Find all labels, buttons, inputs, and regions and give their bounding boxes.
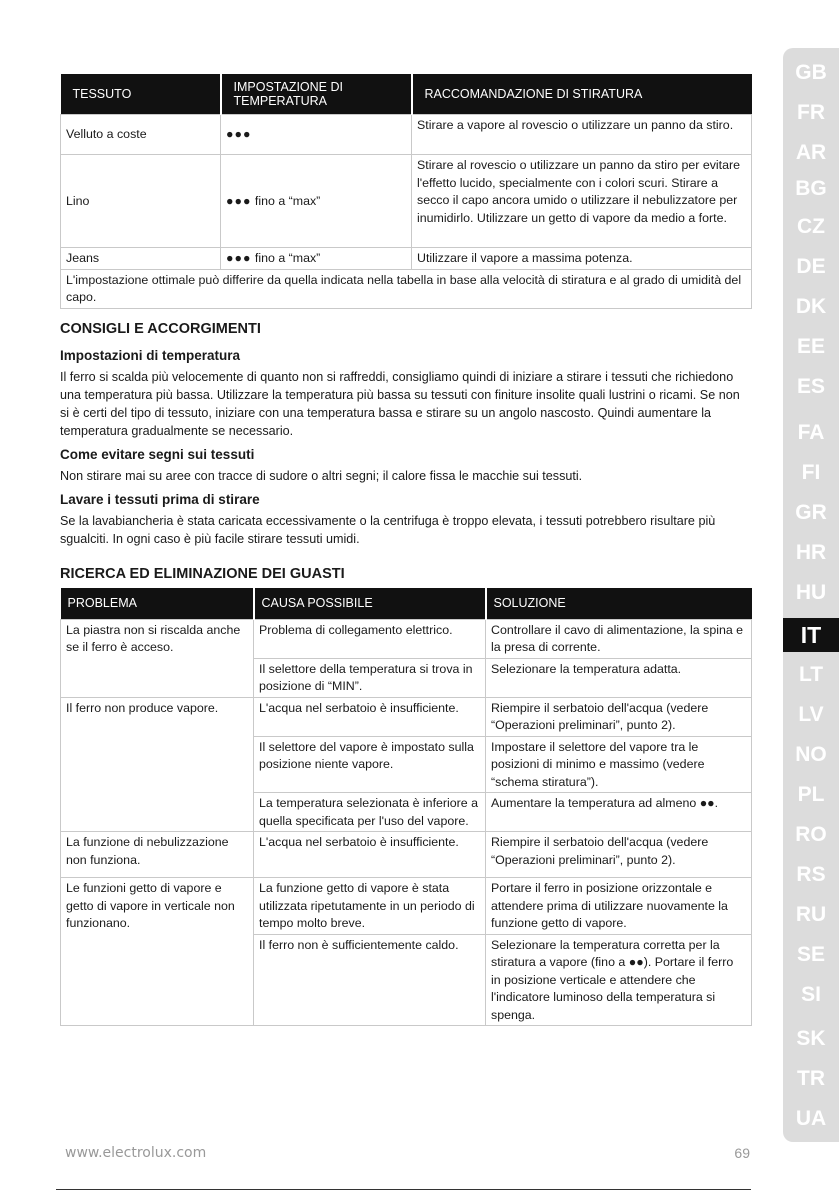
language-tab-ro[interactable]: RO <box>795 823 827 846</box>
fabric-table <box>60 74 752 309</box>
cause-cell: L'acqua nel serbatoio è insufficiente. <box>254 697 486 736</box>
solution-cell: Selezionare la temperatura corretta per la stiratura a vapore (fino a ●●). Portare il ferro in posizione verticale e attendere che l'indicatore luminoso della temperatura si spenga. <box>486 934 752 1026</box>
solution-cell: Aumentare la temperatura ad almeno ●●. <box>486 793 752 832</box>
tips-heading-washing: Lavare i tessuti prima di stirare <box>60 491 260 507</box>
language-tab-hr[interactable]: HR <box>795 541 827 564</box>
troubleshooting-title: RICERCA ED ELIMINAZIONE DEI GUASTI <box>60 565 345 582</box>
language-tab-si[interactable]: SI <box>801 983 821 1006</box>
table-row <box>61 697 752 736</box>
ironing-advice: Utilizzare il vapore a massima potenza. <box>412 248 752 270</box>
table-row <box>61 248 752 270</box>
temperature-dots: ●●● <box>226 127 252 142</box>
language-tab-gr[interactable]: GR <box>795 501 827 524</box>
cause-cell: L'acqua nel serbatoio è insufficiente. <box>254 832 486 878</box>
solution-cell: Riempire il serbatoio dell'acqua (vedere “Operazioni preliminari”, punto 2). <box>486 697 752 736</box>
header-problem: PROBLEMA <box>61 588 254 620</box>
fabric-name: Velluto a coste <box>61 115 221 155</box>
header-advice: RACCOMANDAZIONE DI STIRATURA <box>412 74 752 115</box>
problem-cell: La piastra non si riscalda anche se il ferro è acceso. <box>61 619 254 697</box>
header-fabric: TESSUTO <box>61 74 221 115</box>
cause-cell: La funzione getto di vapore è stata utilizzata ripetutamente in un periodo di tempo molto breve. <box>254 878 486 935</box>
table-row <box>61 155 752 248</box>
language-tab-ru[interactable]: RU <box>795 903 827 926</box>
language-tab-fa[interactable]: FA <box>797 421 825 444</box>
fabric-table-header <box>61 74 752 115</box>
language-tab-dk[interactable]: DK <box>795 295 827 318</box>
temperature-setting <box>221 248 412 270</box>
page-content <box>60 74 751 1026</box>
ironing-advice: Stirare al rovescio o utilizzare un panno da stiro per evitare l'effetto lucido, specialmente con i colori scuri. Stirare a secco il capo ancora umido o utilizzare il nebulizzatore per inumidirlo. Utilizzare un getto di vapore da medio a forte. <box>412 155 752 248</box>
tips-title: CONSIGLI E ACCORGIMENTI <box>60 320 261 337</box>
temperature-dots: ●●● <box>226 193 252 208</box>
tips-heading-marks: Come evitare segni sui tessuti <box>60 446 255 462</box>
tips-text-washing: Se la lavabiancheria è stata caricata eccessivamente o la centrifuga è troppo elevata, i tessuti potrebbero risultare più sgualciti. In ogni caso è più facile stirare tessuti umidi. <box>60 513 716 546</box>
footer-divider <box>56 1189 751 1190</box>
language-tab-no[interactable]: NO <box>795 743 827 766</box>
header-solution: SOLUZIONE <box>486 588 752 620</box>
language-sidebar <box>783 48 839 1142</box>
problem-cell: Il ferro non produce vapore. <box>61 697 254 832</box>
troubleshooting-table-header <box>61 588 752 620</box>
temperature-suffix: fino a “max” <box>251 251 321 265</box>
cause-cell: Problema di collegamento elettrico. <box>254 619 486 658</box>
temperature-suffix: fino a “max” <box>251 193 321 208</box>
table-note-row <box>61 269 752 308</box>
tips-text-marks: Non stirare mai su aree con tracce di sudore o altri segni; il calore fissa le macchie sui tessuti. <box>60 468 583 483</box>
language-tab-pl[interactable]: PL <box>797 783 825 806</box>
language-tab-fr[interactable]: FR <box>797 101 825 124</box>
language-tab-es[interactable]: ES <box>796 375 825 398</box>
temperature-dots: ●●● <box>226 251 252 265</box>
cause-cell: Il selettore del vapore è impostato sulla posizione niente vapore. <box>254 736 486 793</box>
ironing-advice: Stirare a vapore al rovescio o utilizzare un panno da stiro. <box>412 115 752 155</box>
tips-heading-temperature: Impostazioni di temperatura <box>60 347 241 363</box>
language-tab-lt[interactable]: LT <box>798 663 824 686</box>
table-row <box>61 619 752 658</box>
troubleshooting-table <box>60 588 752 1027</box>
page-number: 69 <box>734 1145 750 1161</box>
language-tab-rs[interactable]: RS <box>796 863 826 886</box>
language-tab-gb[interactable]: GB <box>795 61 827 84</box>
solution-cell: Riempire il serbatoio dell'acqua (vedere “Operazioni preliminari”, punto 2). <box>486 832 752 878</box>
fabric-name: Lino <box>61 155 221 248</box>
footer-url[interactable]: www.electrolux.com <box>65 1145 207 1161</box>
fabric-name: Jeans <box>61 248 221 270</box>
problem-cell: La funzione di nebulizzazione non funziona. <box>61 832 254 878</box>
language-tab-ee[interactable]: EE <box>796 335 825 358</box>
temperature-setting <box>221 155 412 248</box>
language-tab-it[interactable]: IT <box>783 618 839 652</box>
solution-cell: Selezionare la temperatura adatta. <box>486 658 752 697</box>
cause-cell: Il ferro non è sufficientemente caldo. <box>254 934 486 1026</box>
solution-cell: Impostare il selettore del vapore tra le posizioni di minimo e massimo (vedere “schema stiratura”). <box>486 736 752 793</box>
language-tab-bg[interactable]: BG <box>795 177 827 200</box>
language-tab-sk[interactable]: SK <box>796 1027 826 1050</box>
temperature-setting <box>221 115 412 155</box>
language-tab-lv[interactable]: LV <box>798 703 824 726</box>
problem-cell: Le funzioni getto di vapore e getto di vapore in verticale non funzionano. <box>61 878 254 1026</box>
language-tab-se[interactable]: SE <box>796 943 825 966</box>
cause-cell: Il selettore della temperatura si trova in posizione di “MIN”. <box>254 658 486 697</box>
cause-cell: La temperatura selezionata è inferiore a quella specificata per l'uso del vapore. <box>254 793 486 832</box>
table-row <box>61 832 752 878</box>
language-tab-cz[interactable]: CZ <box>797 215 825 238</box>
solution-cell: Controllare il cavo di alimentazione, la spina e la presa di corrente. <box>486 619 752 658</box>
language-tab-de[interactable]: DE <box>796 255 826 278</box>
table-row <box>61 878 752 935</box>
language-tab-fi[interactable]: FI <box>801 461 821 484</box>
header-temperature: IMPOSTAZIONE DI TEMPERATURA <box>221 74 412 115</box>
table-row <box>61 115 752 155</box>
solution-cell: Portare il ferro in posizione orizzontale e attendere prima di utilizzare nuovamente la funzione getto di vapore. <box>486 878 752 935</box>
language-tab-hu[interactable]: HU <box>795 581 827 604</box>
language-tab-ua[interactable]: UA <box>795 1107 827 1130</box>
table-note: L'impostazione ottimale può differire da quella indicata nella tabella in base alla velocità di stiratura e al grado di umidità del capo. <box>61 269 752 308</box>
language-tab-ar[interactable]: AR <box>795 141 827 164</box>
header-cause: CAUSA POSSIBILE <box>254 588 486 620</box>
language-tab-tr[interactable]: TR <box>797 1067 825 1090</box>
tips-text-temperature: Il ferro si scalda più velocemente di quanto non si raffreddi, consigliamo quindi di iniziare a stirare i tessuti che richiedono una temperatura più bassa. Utilizzare la temperatura più bassa su tessuti con finiture insolite quali lustrini o ricami. Se non si è certi del tipo di tessuto, iniziare con una temperatura bassa e stirare su un angolo nascosto. Quindi aumentare la temperatura gradualmente se necessario. <box>60 369 740 438</box>
